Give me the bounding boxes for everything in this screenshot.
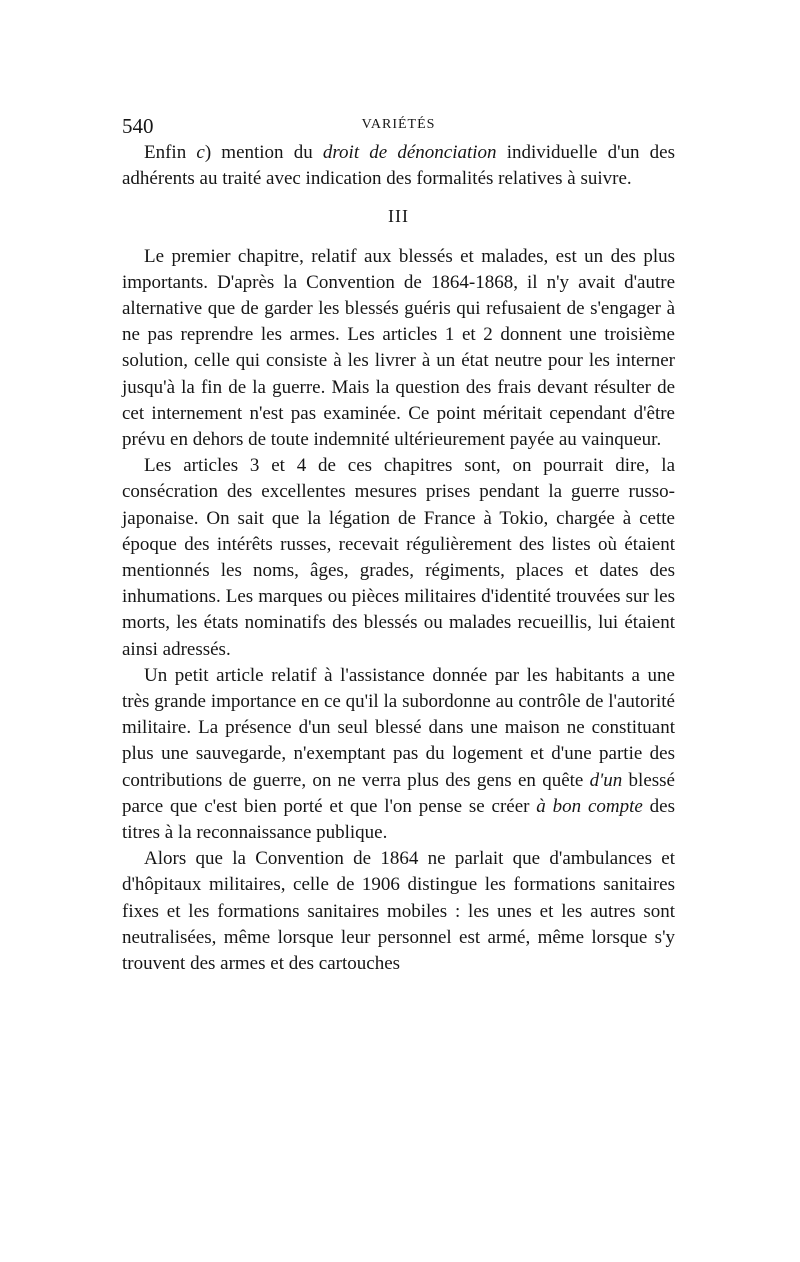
- intro-text-start: Enfin: [144, 142, 197, 163]
- intro-paragraph: [122, 140, 675, 192]
- paragraph-3: [122, 663, 675, 846]
- paragraph-3-text-a: Un petit article relatif à l'assistance donnée par les habitants a une très grande importance en ce qu'il la subordonne au contrôle de l'autorité militaire. La présence d'un seul blessé dans une maison ne constituant plus une sauvegarde, n'exemptant pas du logement et d'une partie des contributions de guerre, on ne verra plus des gens en quête: [122, 664, 675, 791]
- paragraph-3-emphasis-1: d'un: [589, 769, 623, 791]
- book-page: [122, 110, 675, 977]
- running-head: [122, 110, 675, 140]
- body-text: [122, 140, 675, 977]
- paragraph-3-text-c: des titres à la reconnaissance publique.: [122, 795, 675, 844]
- paragraph-1: Le premier chapitre, relatif aux blessés et malades, est un des plus importants. D'après la Convention de 1864-1868, il n'y avait d'autre alternative que de garder les blessés guéris qui refusaient de s'engager à ne pas reprendre les armes. Les articles 1 et 2 donnent une troisième solution, celle qui consiste à les livrer à un état neutre pour les interner jusqu'à la fin de la guerre. Mais la question des frais devant résulter de cet internement n'est pas examinée. Ce point méritait cependant d'être prévu en dehors de toute indemnité ultérieurement payée au vainqueur.: [122, 245, 675, 451]
- paragraph-3-text-b: blessé parce que c'est bien porté et que l'on pense se créer: [122, 769, 675, 817]
- paragraph-3-emphasis-2: à bon compte: [536, 795, 643, 817]
- intro-emphasis: droit de dénonciation: [322, 142, 497, 163]
- paragraph-4: Alors que la Convention de 1864 ne parlait que d'ambulances et d'hôpitaux militaires, celle de 1906 distingue les formations sanitaires fixes et les formations sanitaires mobiles : les unes et les autres sont neutralisées, même lorsque leur personnel est armé, même lorsque s'y trouvent des armes et des cartouches: [122, 848, 675, 975]
- running-title: VARIÉTÉS: [361, 117, 436, 132]
- paragraph-2: Les articles 3 et 4 de ces chapitres sont, on pourrait dire, la consécration des excellentes mesures prises pendant la guerre russo-japonaise. On sait que la légation de France à Tokio, chargée à cette époque des intérêts russes, recevait régulièrement des listes où étaient mentionnés les noms, âges, grades, régiments, places et dates des inhumations. Les marques ou pièces militaires d'identité trouvées sur les morts, les états nominatifs des blessés ou malades recueillis, lui étaient ainsi adressés.: [122, 455, 675, 660]
- section-number: III: [388, 206, 409, 227]
- intro-text-end: individuelle d'un des adhérents au traité avec indication des formalités relatives à suivre.: [122, 142, 676, 190]
- intro-marker: c: [196, 142, 205, 163]
- page-number: 540: [122, 114, 154, 138]
- intro-text-mid: ) mention du: [204, 142, 323, 163]
